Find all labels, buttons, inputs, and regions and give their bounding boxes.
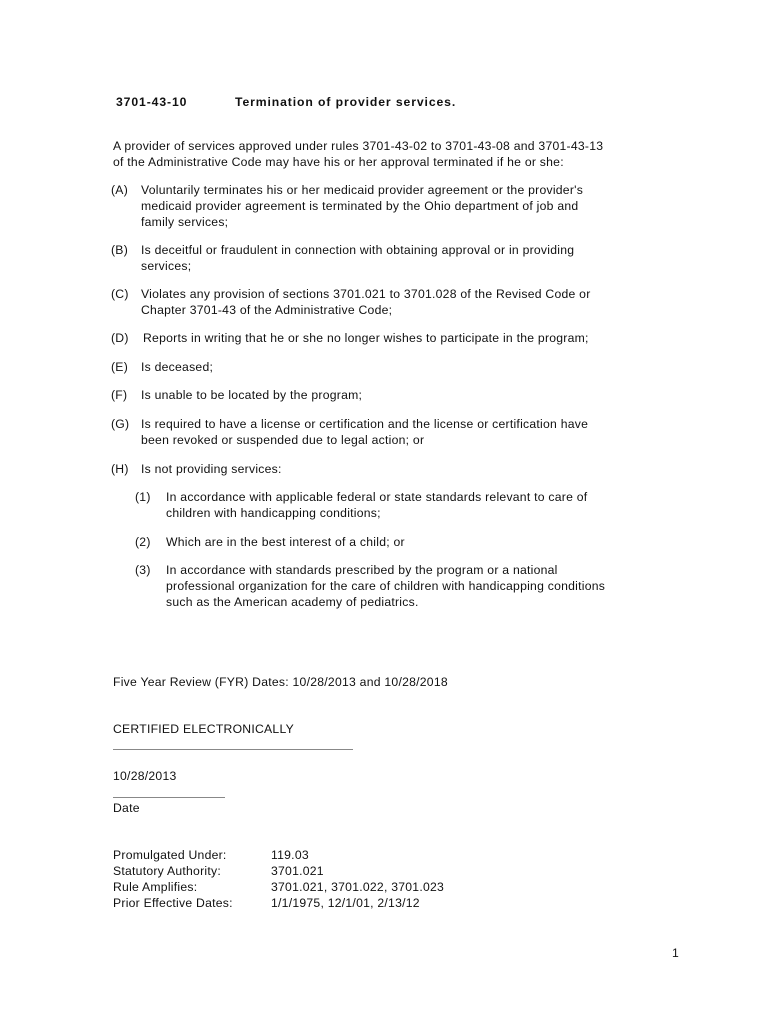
statutory-label: Statutory Authority: (113, 864, 221, 878)
intro-line-1: A provider of services approved under rules 3701-43-02 to 3701-43-08 and 3701-43-13 (113, 139, 604, 153)
item-label-g: (G) (111, 417, 130, 431)
item-h-line-1: Is not providing services: (141, 462, 282, 476)
subitem-3-line-1: In accordance with standards prescribed by the program or a national (166, 563, 558, 577)
amplifies-label: Rule Amplifies: (113, 880, 198, 894)
item-label-c: (C) (111, 287, 129, 301)
date-label: Date (113, 801, 140, 815)
item-c-line-2: Chapter 3701-43 of the Administrative Code; (141, 303, 393, 317)
page-number: 1 (672, 946, 680, 960)
intro-line-2: of the Administrative Code may have his or her approval terminated if he or she: (113, 155, 564, 169)
item-g-line-1: Is required to have a license or certification and the license or certification have (141, 417, 589, 431)
amplifies-value: 3701.021, 3701.022, 3701.023 (271, 880, 445, 894)
item-f-line-1: Is unable to be located by the program; (141, 388, 363, 402)
statutory-value: 3701.021 (271, 864, 324, 878)
item-label-h: (H) (111, 462, 129, 476)
promulgated-value: 119.03 (271, 848, 309, 862)
item-label-a: (A) (111, 183, 128, 197)
date-line (113, 797, 225, 798)
prior-dates-value: 1/1/1975, 12/1/01, 2/13/12 (271, 896, 420, 910)
certified-date: 10/28/2013 (113, 769, 177, 783)
item-a-line-3: family services; (141, 215, 229, 229)
subitem-label-1: (1) (135, 490, 151, 504)
item-label-d: (D) (111, 331, 129, 345)
section-number: 3701-43-10 (116, 95, 188, 109)
section-title: Termination of provider services. (235, 95, 457, 109)
item-label-b: (B) (111, 243, 128, 257)
promulgated-label: Promulgated Under: (113, 848, 227, 862)
signature-line (113, 749, 353, 750)
subitem-3-line-2: professional organization for the care of children with handicapping conditions (166, 579, 606, 593)
subitem-label-3: (3) (135, 563, 151, 577)
certified-label: CERTIFIED ELECTRONICALLY (113, 722, 294, 736)
subitem-1-line-2: children with handicapping conditions; (166, 506, 381, 520)
subitem-label-2: (2) (135, 535, 151, 549)
item-label-f: (F) (111, 388, 128, 402)
item-e-line-1: Is deceased; (141, 360, 214, 374)
item-label-e: (E) (111, 360, 128, 374)
item-g-line-2: been revoked or suspended due to legal action; or (141, 433, 425, 447)
prior-dates-label: Prior Effective Dates: (113, 896, 233, 910)
review-dates: Five Year Review (FYR) Dates: 10/28/2013 and 10/28/2018 (113, 675, 448, 689)
item-a-line-2: medicaid provider agreement is terminated by the Ohio department of job and (141, 199, 579, 213)
subitem-2-line-1: Which are in the best interest of a child; or (166, 535, 405, 549)
subitem-3-line-3: such as the American academy of pediatrics. (166, 595, 419, 609)
subitem-1-line-1: In accordance with applicable federal or state standards relevant to care of (166, 490, 588, 504)
item-b-line-2: services; (141, 259, 192, 273)
item-c-line-1: Violates any provision of sections 3701.021 to 3701.028 of the Revised Code or (141, 287, 591, 301)
item-b-line-1: Is deceitful or fraudulent in connection with obtaining approval or in providing (141, 243, 575, 257)
item-d-line-1: Reports in writing that he or she no longer wishes to participate in the program; (143, 331, 589, 345)
item-a-line-1: Voluntarily terminates his or her medicaid provider agreement or the provider's (141, 183, 584, 197)
